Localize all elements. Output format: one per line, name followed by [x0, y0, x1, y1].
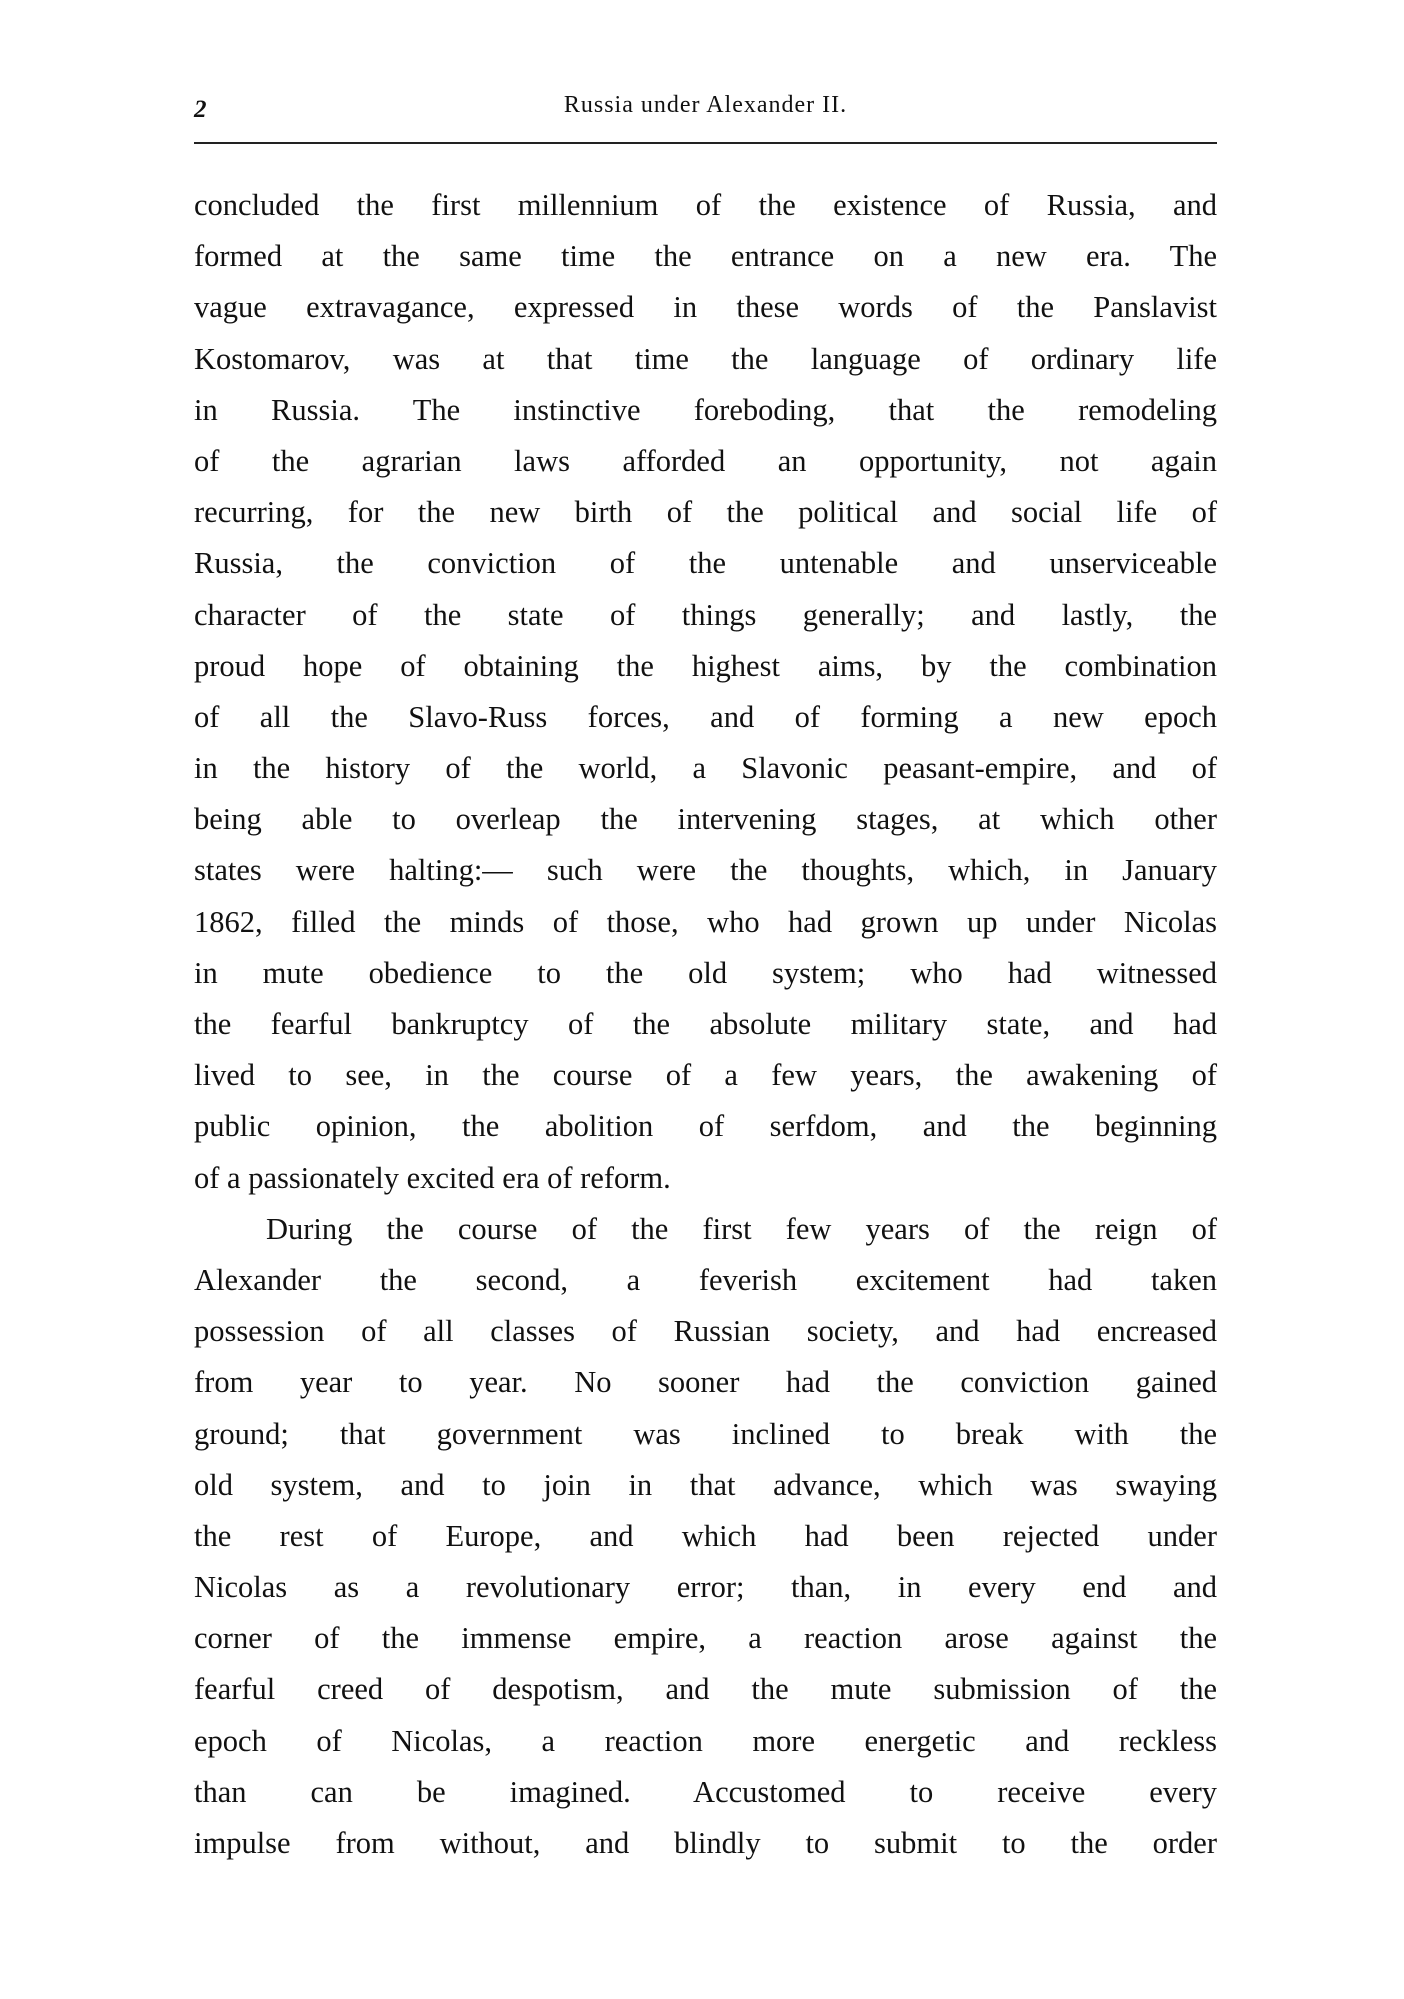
- text-line: from year to year. No sooner had the conviction gained: [194, 1365, 1217, 1400]
- text-line: the rest of Europe, and which had been rejected under: [194, 1518, 1217, 1553]
- text-line: impulse from without, and blindly to submit to the order: [194, 1826, 1217, 1860]
- running-title: Russia under Alexander II.: [563, 92, 848, 118]
- text-line: than can be imagined. Accustomed to receive every: [194, 1774, 1217, 1809]
- text-line: possession of all classes of Russian society, and had encreased: [194, 1314, 1217, 1349]
- body-text: [194, 180, 1217, 1869]
- text-line: corner of the immense empire, a reaction arose against the: [194, 1621, 1217, 1656]
- text-line: Kostomarov, was at that time the language of ordinary life: [194, 341, 1217, 376]
- text-line: During the course of the first few years of the reign of: [266, 1211, 1217, 1246]
- text-line: Nicolas as a revolutionary error; than, in every end and: [194, 1570, 1217, 1605]
- text-line: of a passionately excited era of reform.: [194, 1160, 671, 1195]
- text-line: ground; that government was inclined to break with the: [194, 1416, 1217, 1451]
- text-line: in the history of the world, a Slavonic peasant-empire, and of: [194, 751, 1217, 786]
- text-line: 1862, filled the minds of those, who had grown up under Nicolas: [194, 904, 1217, 939]
- text-line: vague extravagance, expressed in these words of the Panslavist: [194, 290, 1217, 325]
- text-line: of the agrarian laws afforded an opportunity, not again: [194, 443, 1217, 478]
- text-line: of all the Slavo-Russ forces, and of forming a new epoch: [194, 699, 1217, 734]
- page-number: 2: [194, 96, 207, 123]
- text-line: old system, and to join in that advance, which was swaying: [194, 1467, 1217, 1502]
- text-line: epoch of Nicolas, a reaction more energetic and reckless: [194, 1723, 1217, 1758]
- text-line: the fearful bankruptcy of the absolute military state, and had: [194, 1007, 1217, 1041]
- text-line: in mute obedience to the old system; who had witnessed: [194, 955, 1217, 990]
- header-rule: [194, 142, 1217, 144]
- text-line: Alexander the second, a feverish excitement had taken: [194, 1262, 1217, 1297]
- text-line: recurring, for the new birth of the political and social life of: [194, 495, 1217, 530]
- text-line: states were halting:— such were the thoughts, which, in January: [194, 853, 1217, 888]
- text-line: in Russia. The instinctive foreboding, that the remodeling: [194, 392, 1217, 427]
- text-line: lived to see, in the course of a few years, the awakening of: [194, 1058, 1217, 1093]
- text-line: concluded the first millennium of the existence of Russia, and: [194, 188, 1217, 222]
- text-line: character of the state of things generally; and lastly, the: [194, 597, 1217, 632]
- running-header: [194, 92, 1217, 132]
- text-line: public opinion, the abolition of serfdom, and the beginning: [194, 1109, 1217, 1144]
- text-line: being able to overleap the intervening stages, at which other: [194, 802, 1217, 837]
- text-line: proud hope of obtaining the highest aims, by the combination: [194, 648, 1217, 683]
- text-line: Russia, the conviction of the untenable and unserviceable: [194, 546, 1217, 581]
- text-line: formed at the same time the entrance on a new era. The: [194, 239, 1217, 274]
- text-line: fearful creed of despotism, and the mute submission of the: [194, 1672, 1217, 1707]
